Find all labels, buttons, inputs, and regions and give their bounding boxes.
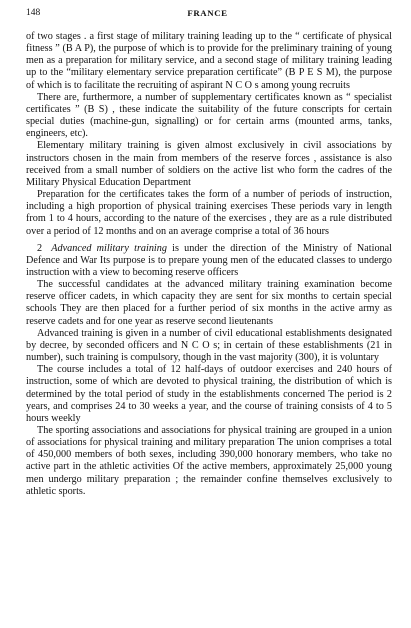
- section-paragraph: [26, 243, 392, 279]
- paragraph: The successful candidates at the advanced military training examination become reserve officer cadets, in which capacity they are sent for six months to certain special schools They are then placed for a further period of six months in the active army as reserve cadets and for one year as reserve second lieutenants: [26, 279, 392, 327]
- paragraph: Elementary military training is given almost exclusively in civil associations by instructors chosen in the main from members of the reserve forces , assistance is also received from a small number of soldiers on the active list who form the cadres of the Military Physical Education Department: [26, 140, 392, 188]
- section-text: is under the direction of the Ministry of National Defence and War Its purpose is to prepare young men of the educated classes to undergo instruction with a view to becoming reserve officers: [26, 242, 392, 278]
- paragraph: The course includes a total of 12 half-days of outdoor exercises and 240 hours of instruction, some of which are devoted to physical training, the distribution of which is determined by the total period of study in the establishments concerned The period is 2 years, and comprises 24 to 30 weeks a year, and the course of training consists of 4 to 5 hours weekly: [26, 364, 392, 424]
- page-header: [26, 8, 389, 22]
- paragraph: Preparation for the certificates takes the form of a number of periods of instruction, including a high proportion of physical training exercises These periods vary in length from 1 to 4 hours, according to the nature of the exercises , they are as a rule distributed over a period of 12 months and on an average comprise a total of 36 hours: [26, 189, 392, 237]
- body-text: [26, 31, 392, 498]
- page-number: 148: [26, 8, 41, 18]
- running-title: FRANCE: [187, 8, 228, 18]
- section-number: 2: [37, 242, 43, 254]
- paragraph: There are, furthermore, a number of supplementary certificates known as “ specialist certificates ” (B S) , these indicate the suitability of the future conscripts for certain special duties (machine-gun, signalling) or for certain arms (mounted arms, tanks, engineers, etc).: [26, 91, 392, 140]
- section-title: Advanced military training: [51, 242, 167, 254]
- paragraph: of two stages . a first stage of military training leading up to the “ certificate of physical fitness ” (B A P), the purpose of which is to provide for the preliminary training of young men as a preparation for military service, and a second stage of military training leading up to the “military elementary service preparation certificate” (B P E S M), the purpose of which is to facilitate the recruiting of aspirant N C O s among young recruits: [26, 31, 392, 91]
- paragraph: The sporting associations and associations for physical training are grouped in a union of associations for physical training and military preparation The union comprises a total of 450,000 members of both sexes, including 390,000 honorary members, who take no active part in the athletic activities Of the active members, approximately 25,000 young men undergo military preparation ; the remainder confine themselves exclusively to athletic sports.: [26, 425, 392, 497]
- paragraph: Advanced training is given in a number of civil educational establishments designated by decree, by seconded officers and N C O s; in certain of these establishments (21 in number), such training is compulsory, though in the vast majority (300), it is voluntary: [26, 327, 392, 364]
